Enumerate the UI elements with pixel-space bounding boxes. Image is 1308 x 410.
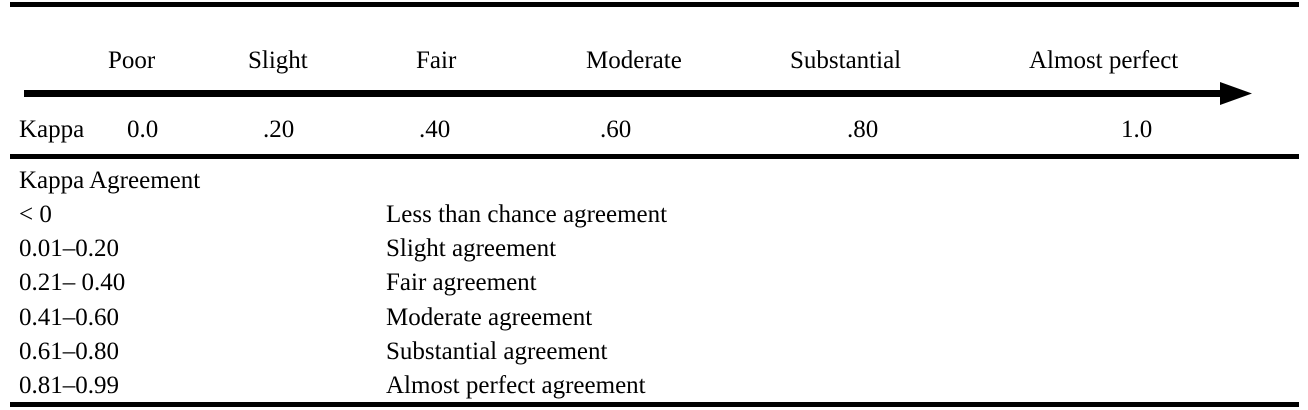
kappa-value-60: .60	[600, 116, 632, 143]
scale-label-poor: Poor	[108, 47, 156, 74]
scale-label-slight: Slight	[248, 47, 308, 74]
row-range: 0.21– 0.40	[19, 269, 126, 296]
kappa-axis-label: Kappa	[19, 116, 85, 143]
arrow-icon	[24, 80, 1252, 108]
scale-label-fair: Fair	[416, 47, 457, 74]
row-agreement: Less than chance agreement	[386, 201, 668, 228]
table-header: Kappa Agreement	[19, 167, 201, 194]
row-range: 0.61–0.80	[19, 338, 119, 365]
scale-label-substantial: Substantial	[790, 47, 902, 74]
kappa-value-40: .40	[419, 116, 451, 143]
row-range: < 0	[19, 201, 52, 228]
row-agreement: Moderate agreement	[386, 304, 593, 331]
scale-label-almost-perfect: Almost perfect	[1029, 47, 1179, 74]
scale-arrow	[24, 80, 1252, 108]
kappa-value-80: .80	[847, 116, 879, 143]
scale-label-moderate: Moderate	[586, 47, 682, 74]
row-range: 0.81–0.99	[19, 372, 119, 399]
row-agreement: Slight agreement	[386, 235, 557, 262]
row-agreement: Fair agreement	[386, 269, 537, 296]
kappa-value-0: 0.0	[127, 116, 159, 143]
kappa-value-100: 1.0	[1121, 116, 1153, 143]
row-agreement: Almost perfect agreement	[386, 372, 646, 399]
row-range: 0.41–0.60	[19, 304, 119, 331]
kappa-value-20: .20	[263, 116, 295, 143]
middle-rule	[10, 154, 1299, 159]
row-agreement: Substantial agreement	[386, 338, 608, 365]
top-rule	[10, 2, 1299, 7]
row-range: 0.01–0.20	[19, 235, 119, 262]
bottom-rule	[10, 402, 1299, 407]
